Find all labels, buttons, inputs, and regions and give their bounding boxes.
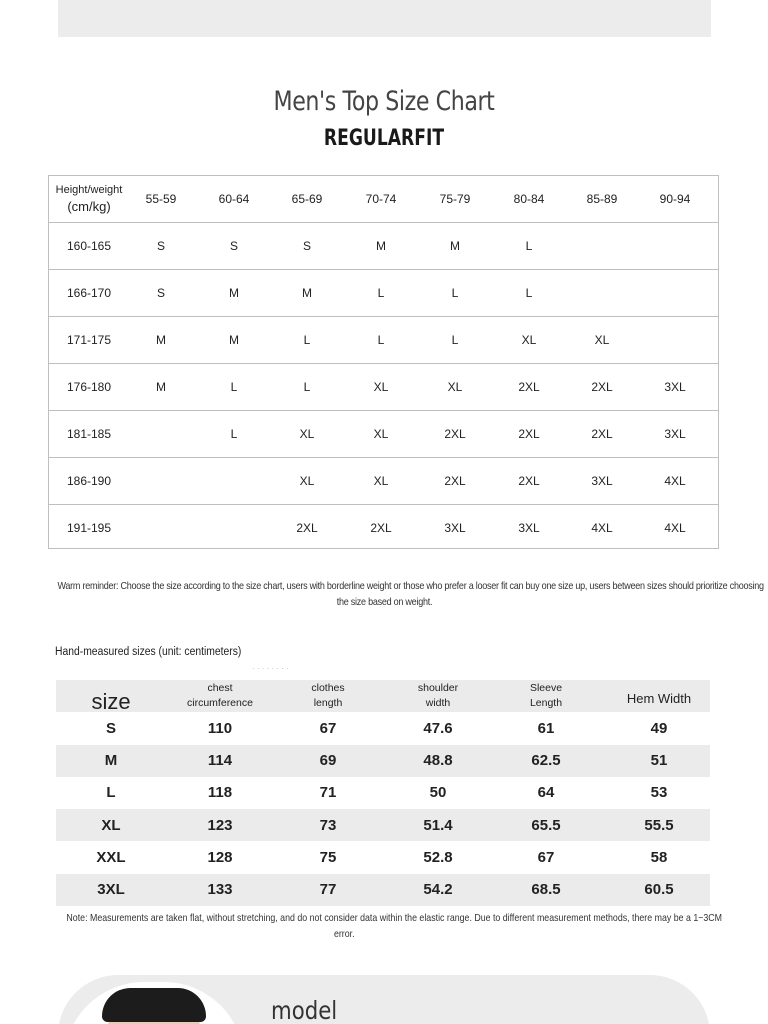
size-chart-header-line2: (cm/kg) — [67, 199, 111, 214]
measurement-cell-chest: 118 — [207, 784, 233, 802]
size-chart-header-line1: Height/weight — [55, 184, 123, 196]
measurement-cell-size: 3XL — [97, 881, 125, 899]
measurement-header-shoulder — [383, 680, 493, 712]
size-cell — [126, 411, 196, 457]
size-cell: 4XL — [591, 521, 613, 535]
measurement-cell-chest: 114 — [207, 752, 233, 770]
size-cell: 3XL — [444, 521, 466, 535]
measurement-table — [56, 680, 710, 906]
page-title: Men's Top Size Chart — [273, 86, 495, 117]
size-cell: M — [229, 286, 239, 300]
size-cell: 2XL — [518, 380, 540, 394]
size-chart-row — [49, 223, 718, 270]
size-cell: XL — [521, 333, 537, 347]
height-cell: 171-175 — [66, 333, 112, 347]
measurement-cell-length: 67 — [319, 719, 337, 737]
size-cell: S — [156, 286, 165, 300]
size-cell: 2XL — [591, 427, 613, 441]
size-cell — [567, 223, 637, 269]
size-cell: L — [303, 380, 311, 394]
measurement-header-sleeve-line2: Length — [529, 697, 563, 709]
measurement-cell-sleeve: 61 — [537, 719, 555, 737]
measurement-cell-length: 71 — [319, 784, 337, 802]
size-cell: XL — [373, 427, 389, 441]
size-cell: 3XL — [591, 474, 613, 488]
size-cell: L — [230, 427, 238, 441]
measurement-cell-shoulder: 52.8 — [423, 849, 453, 866]
size-cell — [199, 458, 269, 504]
measurement-header-sleeve — [491, 680, 601, 712]
measurement-cell-shoulder: 54.2 — [423, 881, 453, 899]
size-cell: 2XL — [370, 521, 392, 535]
size-cell: XL — [373, 380, 389, 394]
height-cell: 176-180 — [66, 380, 112, 394]
measurement-header-hem: Hem Width — [626, 690, 692, 706]
size-cell: XL — [447, 380, 463, 394]
size-chart-header-label — [49, 176, 129, 222]
measurement-note-line1: Note: Measurements are taken flat, without stretching, and do not consider data within the elastic range. Due to different measurement methods, there may be a 1~3CM — [66, 912, 723, 924]
measurement-label: Hand-measured sizes (unit: centimeters) — [55, 646, 242, 658]
measurement-cell-sleeve: 65.5 — [531, 816, 561, 834]
size-cell: XL — [373, 474, 389, 488]
measurement-cell-size: M — [104, 752, 118, 770]
measurement-header-size: size — [91, 688, 131, 714]
size-cell: S — [302, 239, 311, 253]
size-cell: 2XL — [518, 427, 540, 441]
measurement-header-length — [273, 680, 383, 712]
size-cell: 2XL — [591, 380, 613, 394]
measurement-header-chest-line1: chest — [207, 682, 233, 694]
size-chart-row — [49, 317, 718, 364]
size-cell: L — [303, 333, 311, 347]
measurement-cell-chest: 110 — [207, 719, 233, 737]
size-cell: M — [450, 239, 460, 253]
measurement-cell-length: 73 — [319, 816, 337, 834]
measurement-cell-hem: 53 — [650, 784, 668, 802]
measurement-cell-sleeve: 68.5 — [531, 881, 561, 899]
model-hair — [102, 988, 206, 1022]
height-cell: 186-190 — [66, 474, 112, 488]
size-cell: L — [377, 333, 385, 347]
measurement-cell-size: S — [105, 719, 116, 737]
measurement-header-shoulder-line2: width — [425, 697, 451, 709]
size-cell — [126, 505, 196, 551]
size-chart-row — [49, 364, 718, 411]
size-cell: L — [451, 333, 459, 347]
weight-header-cell: 90-94 — [659, 192, 691, 206]
size-cell: 2XL — [444, 474, 466, 488]
size-cell: M — [376, 239, 386, 253]
size-cell: 2XL — [444, 427, 466, 441]
size-cell: XL — [299, 427, 315, 441]
measurement-row — [56, 809, 710, 841]
measurement-note — [4, 910, 723, 942]
size-chart-row — [49, 411, 718, 458]
measurement-cell-shoulder: 47.6 — [423, 719, 453, 737]
measurement-cell-length: 77 — [319, 881, 337, 899]
measurement-cell-shoulder: 50 — [429, 784, 447, 802]
weight-header-cell: 70-74 — [365, 192, 397, 206]
size-chart-row — [49, 458, 718, 505]
measurement-cell-hem: 51 — [650, 752, 668, 770]
size-cell — [126, 458, 196, 504]
measurement-cell-sleeve: 67 — [537, 849, 555, 866]
size-cell: L — [377, 286, 385, 300]
size-cell: 3XL — [664, 380, 686, 394]
size-cell — [199, 505, 269, 551]
size-cell: 3XL — [518, 521, 540, 535]
weight-header-cell: 80-84 — [513, 192, 545, 206]
weight-header-cell: 65-69 — [291, 192, 323, 206]
size-cell — [640, 317, 710, 363]
size-cell — [640, 223, 710, 269]
measurement-header-chest — [165, 680, 275, 712]
measurement-cell-hem: 60.5 — [644, 881, 674, 899]
measurement-cell-hem: 58 — [650, 849, 668, 866]
measurement-cell-length: 75 — [319, 849, 337, 866]
fit-subtitle: REGULARFIT — [323, 126, 445, 151]
measurement-cell-shoulder: 51.4 — [423, 816, 453, 834]
weight-header-cell: 75-79 — [439, 192, 471, 206]
size-cell: 4XL — [664, 474, 686, 488]
size-cell: M — [229, 333, 239, 347]
size-cell: 2XL — [518, 474, 540, 488]
warm-reminder — [0, 578, 768, 610]
height-cell: 191-195 — [66, 521, 112, 535]
measurement-cell-sleeve: 64 — [537, 784, 555, 802]
size-cell: 3XL — [664, 427, 686, 441]
weight-header-cell: 55-59 — [145, 192, 177, 206]
measurement-row — [56, 712, 710, 744]
size-cell: S — [156, 239, 165, 253]
height-cell: 181-185 — [66, 427, 112, 441]
measurement-row — [56, 874, 710, 906]
measurement-cell-hem: 55.5 — [644, 816, 674, 834]
height-cell: 160-165 — [66, 239, 112, 253]
measurement-cell-hem: 49 — [650, 719, 668, 737]
size-chart-table — [48, 175, 719, 549]
height-cell: 166-170 — [66, 286, 112, 300]
size-chart-row — [49, 270, 718, 317]
measurement-header-chest-line2: circumference — [187, 697, 253, 709]
decorative-dots: · · · · · · · · — [252, 664, 289, 673]
size-cell: L — [451, 286, 459, 300]
size-cell: 2XL — [296, 521, 318, 535]
measurement-row — [56, 842, 710, 874]
size-cell — [640, 270, 710, 316]
measurement-header-row — [56, 680, 710, 712]
measurement-cell-chest: 133 — [207, 881, 233, 899]
size-cell: L — [525, 286, 533, 300]
weight-header-cell: 60-64 — [218, 192, 250, 206]
measurement-header-length-line2: length — [313, 697, 343, 709]
measurement-row — [56, 777, 710, 809]
weight-header-cell: 85-89 — [586, 192, 618, 206]
measurement-cell-size: XXL — [96, 849, 126, 866]
measurement-note-line2: error. — [333, 928, 355, 940]
measurement-cell-length: 69 — [319, 752, 337, 770]
size-cell: L — [525, 239, 533, 253]
size-chart-row — [49, 505, 718, 552]
size-cell: XL — [594, 333, 610, 347]
size-cell: S — [229, 239, 238, 253]
measurement-header-shoulder-line1: shoulder — [417, 682, 459, 694]
measurement-row — [56, 745, 710, 777]
top-image-band — [58, 0, 711, 37]
warm-reminder-line1: Warm reminder: Choose the size according to the size chart, users with borderline weight or those who prefer a looser fit can buy one size up, users between sizes should prioritize choosing — [57, 580, 764, 592]
measurement-cell-size: XL — [101, 816, 121, 834]
measurement-cell-shoulder: 48.8 — [423, 752, 453, 770]
model-label: model — [271, 996, 338, 1024]
size-cell: XL — [299, 474, 315, 488]
warm-reminder-line2: the size based on weight. — [336, 596, 432, 608]
size-cell — [567, 270, 637, 316]
measurement-header-sleeve-line1: Sleeve — [529, 682, 563, 694]
size-chart-header-row — [49, 176, 718, 223]
size-cell: M — [302, 286, 312, 300]
size-cell: M — [156, 333, 166, 347]
measurement-cell-chest: 123 — [207, 816, 233, 834]
measurement-cell-sleeve: 62.5 — [531, 752, 561, 770]
size-cell: L — [230, 380, 238, 394]
measurement-header-length-line1: clothes — [311, 682, 345, 694]
measurement-cell-chest: 128 — [207, 849, 233, 866]
measurement-cell-size: L — [106, 784, 116, 802]
size-cell: M — [156, 380, 166, 394]
size-cell: 4XL — [664, 521, 686, 535]
